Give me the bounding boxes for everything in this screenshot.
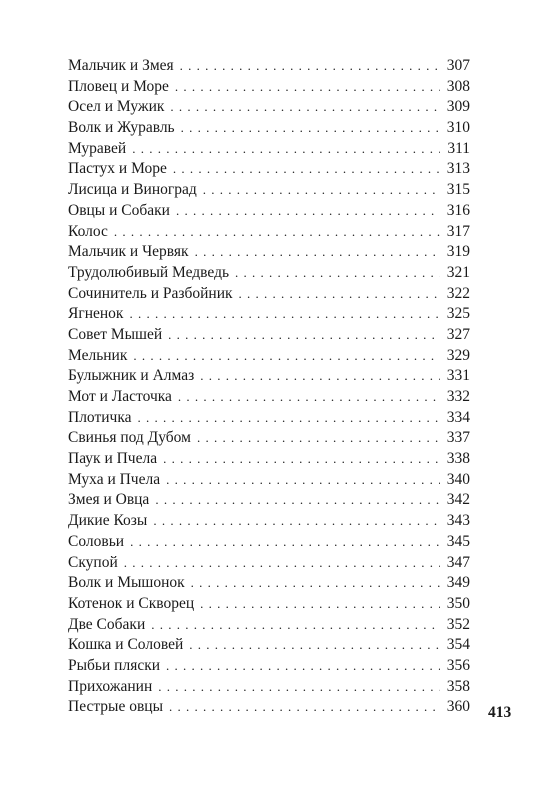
toc-entry-page: 310 bbox=[446, 119, 470, 137]
toc-entry bbox=[68, 449, 470, 470]
dot-leader bbox=[168, 325, 440, 346]
toc-entry bbox=[68, 325, 470, 346]
toc-entry bbox=[68, 159, 470, 180]
toc-entry-title: Булыжник и Алмаз bbox=[68, 367, 195, 385]
toc-entry-title: Совет Мышей bbox=[68, 325, 163, 343]
toc-entry bbox=[68, 346, 470, 367]
toc-entry-title: Змея и Овца bbox=[68, 491, 150, 509]
dot-leader bbox=[166, 470, 440, 491]
toc-entry-title: Пестрые овцы bbox=[68, 698, 163, 716]
table-of-contents bbox=[68, 56, 470, 718]
toc-entry-page: 321 bbox=[446, 263, 470, 281]
toc-entry-title: Плотичка bbox=[68, 408, 132, 426]
toc-entry-title: Соловьи bbox=[68, 532, 125, 550]
toc-entry bbox=[68, 573, 470, 594]
toc-entry-title: Рыбьи пляски bbox=[68, 656, 161, 674]
toc-entry bbox=[68, 408, 470, 429]
toc-entry-page: 315 bbox=[446, 181, 470, 199]
dot-leader bbox=[175, 77, 440, 98]
toc-entry-title: Прихожанин bbox=[68, 677, 153, 695]
dot-leader bbox=[158, 677, 440, 698]
toc-entry bbox=[68, 284, 470, 305]
toc-entry-page: 352 bbox=[446, 615, 470, 633]
dot-leader bbox=[170, 97, 440, 118]
toc-entry-page: 338 bbox=[446, 450, 470, 468]
toc-entry-title: Трудолюбивый Медведь bbox=[68, 263, 230, 281]
dot-leader bbox=[189, 635, 440, 656]
toc-entry-title: Овцы и Собаки bbox=[68, 201, 170, 219]
toc-entry bbox=[68, 56, 470, 77]
toc-entry-page: 313 bbox=[446, 160, 470, 178]
toc-entry-title: Сочинитель и Разбойник bbox=[68, 284, 233, 302]
toc-entry-title: Лисица и Виноград bbox=[68, 181, 197, 199]
dot-leader bbox=[239, 284, 440, 305]
toc-entry-page: 334 bbox=[446, 408, 470, 426]
toc-entry bbox=[68, 490, 470, 511]
dot-leader bbox=[191, 573, 440, 594]
toc-entry-page: 345 bbox=[446, 532, 470, 550]
toc-entry-title: Осел и Мужик bbox=[68, 98, 165, 116]
toc-entry-page: 325 bbox=[446, 305, 470, 323]
dot-leader bbox=[178, 387, 440, 408]
toc-entry-page: 360 bbox=[446, 698, 470, 716]
toc-entry-title: Скупой bbox=[68, 553, 118, 571]
toc-entry-page: 356 bbox=[446, 656, 470, 674]
toc-entry-title: Волк и Мышонок bbox=[68, 574, 185, 592]
dot-leader bbox=[195, 242, 440, 263]
toc-entry-page: 354 bbox=[446, 636, 470, 654]
dot-leader bbox=[169, 697, 440, 718]
toc-entry-title: Мельник bbox=[68, 346, 128, 364]
toc-entry bbox=[68, 180, 470, 201]
dot-leader bbox=[130, 532, 440, 553]
toc-entry-title: Мальчик и Змея bbox=[68, 57, 174, 74]
dot-leader bbox=[138, 408, 440, 429]
dot-leader bbox=[200, 366, 440, 387]
toc-entry-page: 329 bbox=[446, 346, 470, 364]
dot-leader bbox=[203, 180, 440, 201]
toc-entry-page: 316 bbox=[446, 201, 470, 219]
toc-entry bbox=[68, 304, 470, 325]
toc-entry-page: 322 bbox=[446, 284, 470, 302]
toc-entry bbox=[68, 532, 470, 553]
dot-leader bbox=[200, 594, 440, 615]
toc-entry-page: 327 bbox=[446, 325, 470, 343]
dot-leader bbox=[129, 304, 440, 325]
toc-entry bbox=[68, 656, 470, 677]
toc-entry bbox=[68, 677, 470, 698]
toc-entry-page: 340 bbox=[446, 470, 470, 488]
dot-leader bbox=[155, 490, 440, 511]
dot-leader bbox=[197, 428, 440, 449]
toc-entry-title: Ягненок bbox=[68, 305, 124, 323]
toc-entry bbox=[68, 635, 470, 656]
toc-entry bbox=[68, 263, 470, 284]
toc-entry-title: Свинья под Дубом bbox=[68, 429, 191, 447]
dot-leader bbox=[181, 118, 440, 139]
toc-entry bbox=[68, 511, 470, 532]
toc-entry bbox=[68, 242, 470, 263]
toc-entry-page: 309 bbox=[446, 98, 470, 116]
toc-entry-title: Котенок и Скворец bbox=[68, 594, 195, 612]
toc-entry-title: Муравей bbox=[68, 139, 127, 157]
toc-entry bbox=[68, 222, 470, 243]
dot-leader bbox=[163, 449, 440, 470]
toc-entry bbox=[68, 139, 470, 160]
toc-entry-title: Волк и Журавль bbox=[68, 119, 175, 137]
dot-leader bbox=[151, 615, 440, 636]
toc-entry-title: Две Собаки bbox=[68, 615, 146, 633]
toc-entry-page: 343 bbox=[446, 512, 470, 530]
toc-entry bbox=[68, 553, 470, 574]
toc-entry bbox=[68, 118, 470, 139]
toc-entry-page: 342 bbox=[446, 491, 470, 509]
toc-entry-title: Мальчик и Червяк bbox=[68, 243, 189, 261]
toc-entry-page: 307 bbox=[446, 57, 470, 74]
dot-leader bbox=[166, 656, 440, 677]
toc-entry bbox=[68, 697, 470, 718]
dot-leader bbox=[124, 553, 440, 574]
toc-entry-page: 331 bbox=[446, 367, 470, 385]
toc-entry-title: Колос bbox=[68, 222, 108, 240]
toc-entry-title: Муха и Пчела bbox=[68, 470, 161, 488]
toc-entry bbox=[68, 428, 470, 449]
toc-entry-page: 358 bbox=[446, 677, 470, 695]
toc-entry-title: Мот и Ласточка bbox=[68, 388, 172, 405]
toc-entry bbox=[68, 77, 470, 98]
toc-entry-title: Кошка и Соловей bbox=[68, 636, 184, 654]
dot-leader bbox=[153, 511, 440, 532]
toc-entry-page: 319 bbox=[446, 243, 470, 261]
dot-leader bbox=[235, 263, 440, 284]
toc-entry-page: 311 bbox=[447, 139, 470, 157]
toc-entry bbox=[68, 97, 470, 118]
dot-leader bbox=[180, 56, 440, 77]
dot-leader bbox=[132, 139, 440, 160]
toc-entry-page: 350 bbox=[446, 594, 470, 612]
page-number: 413 bbox=[488, 704, 512, 721]
dot-leader bbox=[133, 346, 440, 367]
toc-entry-title: Паук и Пчела bbox=[68, 450, 158, 468]
toc-entry-page: 337 bbox=[446, 429, 470, 447]
toc-entry bbox=[68, 201, 470, 222]
toc-entry-page: 332 bbox=[446, 388, 470, 405]
toc-entry-page: 349 bbox=[446, 574, 470, 592]
toc-entry-title: Пастух и Море bbox=[68, 160, 167, 178]
dot-leader bbox=[173, 159, 440, 180]
toc-entry-page: 347 bbox=[446, 553, 470, 571]
toc-entry-title: Дикие Козы bbox=[68, 512, 148, 530]
toc-entry bbox=[68, 387, 470, 408]
dot-leader bbox=[176, 201, 440, 222]
toc-entry-page: 317 bbox=[446, 222, 470, 240]
toc-entry bbox=[68, 366, 470, 387]
toc-entry bbox=[68, 470, 470, 491]
dot-leader bbox=[114, 222, 440, 243]
toc-entry bbox=[68, 615, 470, 636]
toc-entry-title: Пловец и Море bbox=[68, 77, 169, 95]
toc-entry bbox=[68, 594, 470, 615]
toc-entry-page: 308 bbox=[446, 77, 470, 95]
